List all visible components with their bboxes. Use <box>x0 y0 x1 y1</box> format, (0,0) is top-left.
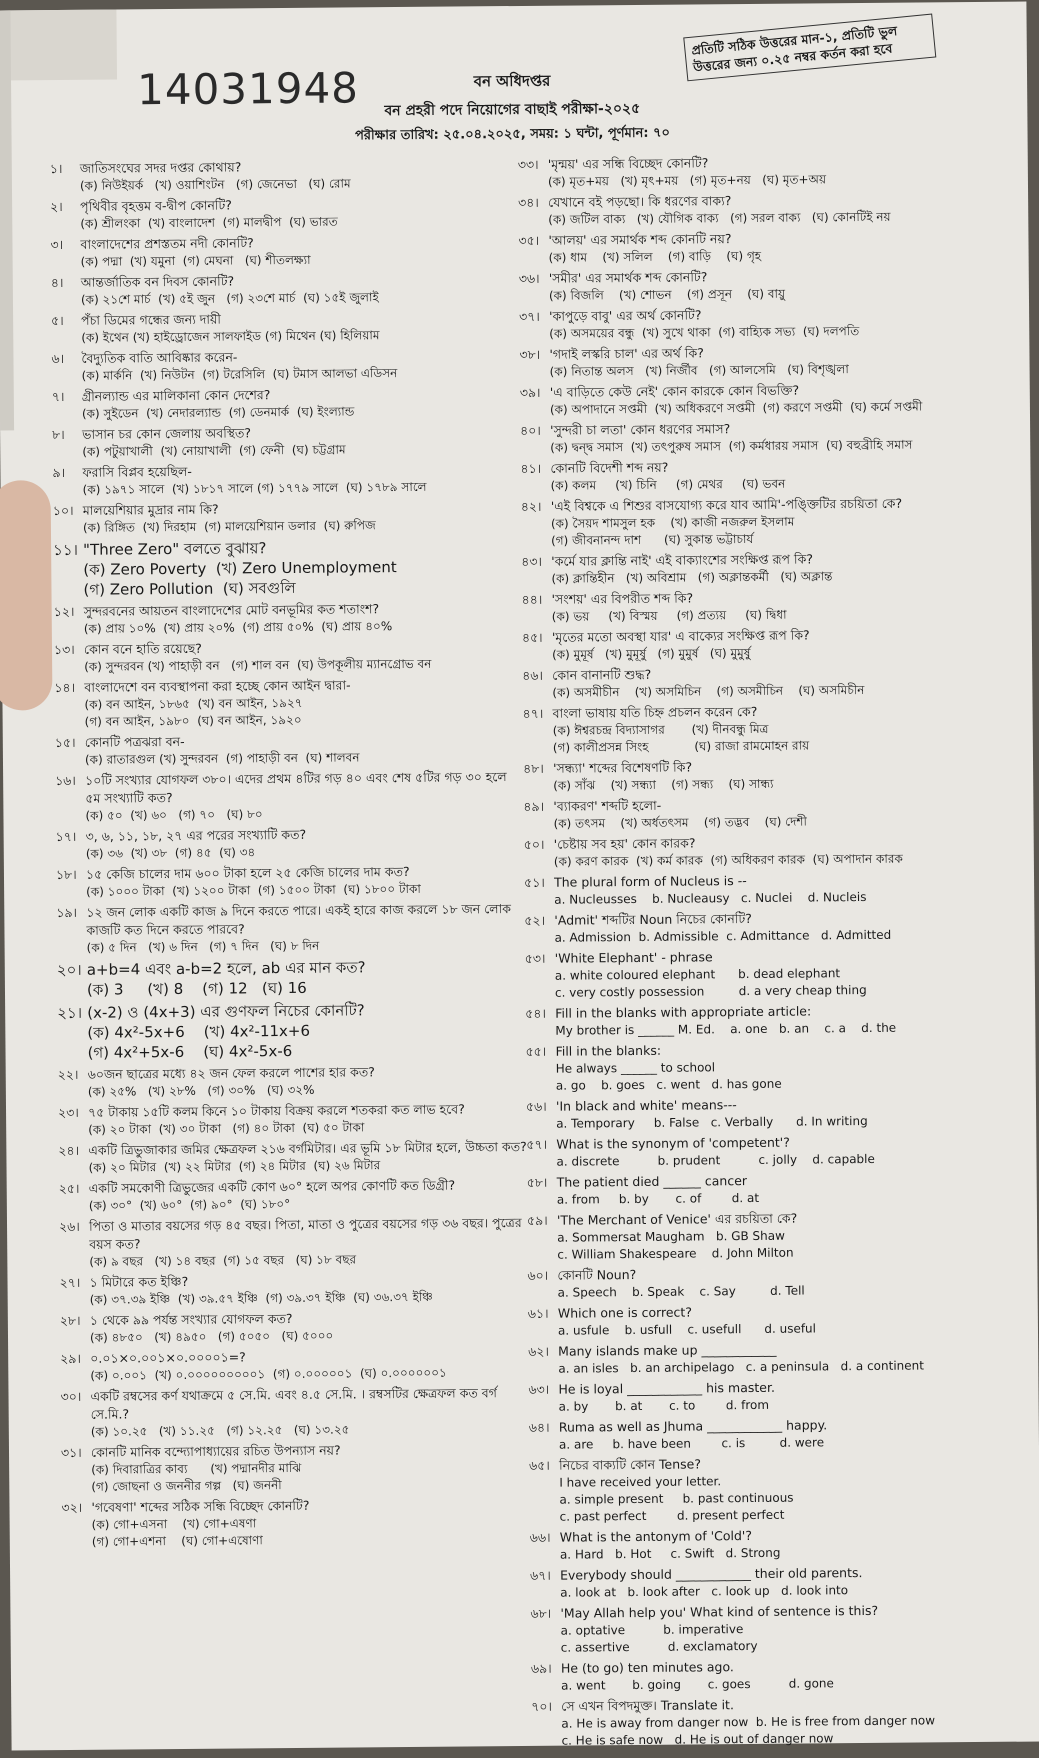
question-options: (ক) ৪৮৫০ (খ) ৪৯৫০ (গ) ৫০৫০ (ঘ) ৫০০০ <box>89 1328 334 1345</box>
question-item <box>529 1415 1034 1454</box>
question-text: 'Admit' শব্দটির Noun নিচের কোনটি? <box>554 910 752 928</box>
question-item <box>56 824 526 863</box>
question-options: (ক) জটিল বাক্য (খ) যৌগিক বাক্য (গ) সরল বাক্য (ঘ) কোনটিই নয় <box>548 209 891 227</box>
question-options: (ক) রিঙ্গিত (খ) দিরহাম (গ) মালয়েশিয়ান ডলার (ঘ) রুপিজ <box>82 518 376 535</box>
question-item <box>523 701 1028 757</box>
question-text: 'সন্ধ্যা' শব্দের বিশেষণটি কি? <box>552 759 693 776</box>
question-number: ৪০। <box>520 422 541 438</box>
question-item <box>520 380 1025 419</box>
question-item <box>530 1563 1035 1602</box>
question-number: ২৮। <box>59 1312 81 1329</box>
question-number: ২৬। <box>58 1218 80 1235</box>
question-number: ২৫। <box>58 1180 80 1197</box>
question-text: ফরাসি বিপ্লব হয়েছিল- <box>82 463 192 480</box>
question-options: (ক) অসময়ের বন্ধু (খ) সুখে থাকা (গ) বাহ্যিক সভ্য (ঘ) দলপতি <box>549 324 860 341</box>
question-number: ৪৬। <box>522 667 544 683</box>
question-text: জাতিসংঘের সদর দপ্তর কোথায়? <box>79 159 242 176</box>
question-options: (ক) পদ্মা (খ) যমুনা (গ) মেঘনা (ঘ) শীতলক্ষ্যা <box>80 252 311 269</box>
question-line <box>56 900 526 940</box>
question-text: ভাসান চর কোন জেলায় অবস্থিত? <box>82 425 252 442</box>
question-options: (ক) গো+এসনা (খ) গো+এষণা (গ) গো+এশনা (ঘ) গো+এষোণা <box>91 1516 263 1549</box>
question-text: 'সুন্দরী চা লতা' কোন ধরণের সমাস? <box>550 421 731 438</box>
question-number: ৩৩। <box>517 156 539 172</box>
question-number: ১৮। <box>55 866 77 883</box>
question-line <box>57 956 527 980</box>
question-line <box>53 536 523 560</box>
question-options: (ক) প্রায় ১০% (খ) প্রায় ২০% (গ) প্রায় ৫০% (ঘ) প্রায় ৪০% <box>83 619 393 636</box>
question-item <box>519 266 1024 305</box>
question-options: (ক) মুমূর্ষ (খ) মুমূর্ষু (গ) মুমুর্ষ (ঘ) মুমুর্ষু <box>552 645 751 662</box>
question-options: a. optative b. imperative c. assertive d. exclamatory <box>560 1622 758 1655</box>
question-item <box>55 768 525 825</box>
question-item <box>528 1301 1033 1340</box>
question-number: ১৩। <box>53 641 75 658</box>
question-item <box>53 536 524 600</box>
question-number: ৪৯। <box>523 798 545 814</box>
question-item <box>59 1214 529 1271</box>
question-options: (ক) সুন্দরবন (খ) পাহাড়ী বন (গ) শাল বন (ঘ) উপকূলীয় ম্যানগ্রোভ বন <box>84 656 432 674</box>
question-number: ৪। <box>50 274 64 291</box>
right-question-column <box>518 152 1037 1753</box>
question-item <box>523 794 1028 833</box>
question-text: Which one is correct? <box>557 1304 693 1321</box>
question-options: a. discrete b. prudent c. jolly d. capable <box>556 1151 875 1169</box>
question-options: a. Sommersat Maugham b. GB Shaw c. William Shakespeare d. John Milton <box>557 1228 794 1262</box>
question-text: একটি ত্রিভুজাকার জমির ক্ষেত্রফল ২১৬ বর্গমিটার। এর ভূমি ১৮ মিটার হলে, উচ্চতা কত? <box>88 1138 527 1158</box>
question-text: 'সমীর' এর সমার্থক শব্দ কোনটি? <box>548 269 708 286</box>
question-options: (ক) দ্বন্দ্ব সমাস (খ) তৎপুরুষ সমাস (গ) কর্মধারয় সমাস (ঘ) বহুব্রীহি সমাস <box>550 437 913 455</box>
question-item <box>526 1094 1031 1133</box>
question-options: (ক) Zero Poverty (খ) Zero Unemployment (গ) Zero Pollution (ঘ) সবগুলি <box>83 558 397 599</box>
question-item <box>52 384 522 423</box>
question-text: 'এই বিশ্বকে এ শিশুর বাসযোগ্য করে যাব আমি'-পঙ্ক্তিটির রচয়িতা কে? <box>550 495 903 514</box>
question-item <box>51 308 521 347</box>
question-text: What is the synonym of 'competent'? <box>556 1134 790 1152</box>
question-item <box>522 663 1027 702</box>
underlying-sheet <box>0 9 117 80</box>
question-number: ৪৭। <box>522 705 544 721</box>
question-line <box>59 1214 529 1254</box>
exam-info: পরীক্ষার তারিখ: ২৫.০৪.২০২৫, সময়: ১ ঘন্টা, পূর্ণমান: ৭০ <box>354 125 671 144</box>
question-text: 'এ বাড়িতে কেউ নেই' কোন কারকে কোন বিভক্তি? <box>549 382 800 400</box>
question-item <box>56 900 526 957</box>
question-number: ৫৫। <box>525 1043 547 1059</box>
question-text: "Three Zero" বলতে বুঝায়? <box>83 539 267 559</box>
question-item <box>61 1495 531 1551</box>
question-options: (ক) ২৫% (খ) ২৮% (গ) ৩০% (ঘ) ৩২% <box>87 1082 315 1099</box>
question-options: (ক) শ্রীলংকা (খ) বাংলাদেশ (গ) মালদ্বীপ (ঘ) ভারত <box>80 214 338 231</box>
question-item <box>52 422 522 461</box>
question-item <box>60 1384 530 1441</box>
question-options: (ক) 4x²-5x+6 (খ) 4x²-11x+6 (গ) 4x²+5x-6 (ঘ) 4x²-5x-6 <box>87 1021 311 1062</box>
question-item <box>518 190 1023 229</box>
question-number: ৪৫। <box>521 629 543 645</box>
question-options: a. an isles b. an archipelago c. a peninsula d. a continent <box>558 1358 925 1376</box>
question-text: Everybody should ____________ their old parents. <box>560 1565 863 1583</box>
question-text: বৈদ্যুতিক বাতি আবিষ্কার করেন- <box>81 349 238 366</box>
question-options: a. Nucleusses b. Nucleausy c. Nuclei d. Nucleis <box>554 889 867 907</box>
question-item <box>526 1132 1031 1171</box>
question-options: a. Admission b. Admissible c. Admittance d. Admitted <box>554 927 892 945</box>
question-item <box>61 1440 531 1496</box>
question-options: (ক) নিতান্ত অলস (খ) নির্জীব (গ) আলসেমি (ঘ) বিশৃঙ্খলা <box>549 362 849 379</box>
question-number: ৬৯। <box>530 1660 552 1676</box>
question-number: ৬০। <box>527 1267 549 1283</box>
question-item <box>527 1263 1032 1302</box>
question-text: 'May Allah help you' What kind of sentence is this? <box>560 1602 879 1621</box>
question-text: যেখানে বই পড়ছো। কি ধরণের বাক্য? <box>548 193 732 210</box>
question-text: সুন্দরবনের আয়তন বাংলাদেশের মোট বনভূমির কত শতাংশ? <box>83 601 380 619</box>
question-item <box>522 625 1027 664</box>
question-text: He is loyal ____________ his master. <box>558 1379 775 1397</box>
question-item <box>59 1176 529 1215</box>
question-text: কোনটি মানিক বন্দ্যোপাধ্যায়ের রচিত উপন্যাস নয়? <box>90 1442 341 1460</box>
question-item <box>519 304 1024 343</box>
question-number: ৪২। <box>520 498 542 514</box>
question-number: ৫৯। <box>526 1212 548 1228</box>
question-item <box>55 730 525 769</box>
question-text: পঁচা ডিমের গন্ধের জন্য দায়ী <box>81 311 221 328</box>
question-number: ৬৭। <box>530 1567 551 1583</box>
question-item <box>60 1346 530 1385</box>
question-text: ৭৫ টাকায় ১৫টি কলম কিনে ১০ টাকায় বিক্রয় করলে শতকরা কত লাভ হবে? <box>87 1101 465 1120</box>
question-number: ১০। <box>52 502 74 519</box>
question-text: 'আলয়' এর সমার্থক শব্দ কোনটি নয়? <box>548 231 732 248</box>
question-number: ১। <box>49 160 63 177</box>
question-options: (ক) তৎসম (খ) অর্ধতৎসম (গ) তদ্ভব (ঘ) দেশী <box>553 814 808 831</box>
question-number: ৩। <box>50 236 64 253</box>
question-options: (ক) ১০০০ টাকা (খ) ১২০০ টাকা (গ) ১৫০০ টাকা (ঘ) ১৮০০ টাকা <box>86 881 421 899</box>
question-text: আন্তর্জাতিক বন দিবস কোনটি? <box>80 273 235 290</box>
question-text: ১২ জন লোক একটি কাজ ৯ দিনে করতে পারে। একই হারে কাজ করলে ১৮ জন লোক কাজটি কত দিনে করতে পারবে? <box>86 901 512 938</box>
question-number: ৬। <box>51 350 65 367</box>
question-options: (ক) ক্লান্তিহীন (খ) অবিশ্রাম (গ) অক্লান্তকর্মী (ঘ) অক্লান্ত <box>551 569 833 586</box>
question-number: ৫৮। <box>526 1174 548 1190</box>
question-text: 'কর্মে যার ক্লান্তি নাই' এই বাক্যাংশের সংক্ষিপ্ত রূপ কি? <box>551 551 813 569</box>
question-item <box>518 152 1023 191</box>
question-text: 'চেষ্টায় সব হয়' কোন কারক? <box>553 835 696 852</box>
question-number: ১৫। <box>54 734 76 751</box>
question-number: ১২। <box>53 603 75 620</box>
question-number: ২৪। <box>58 1142 80 1159</box>
question-item <box>51 346 521 385</box>
question-options: (ক) দিবারাত্রির কাব্য (খ) পদ্মানদীর মাঝি (গ) জোছনা ও জননীর গল্প (ঘ) জননী <box>91 1460 302 1494</box>
question-text: 'ব্যাকরণ' শব্দটি হলো- <box>553 797 662 814</box>
question-number: ৬২। <box>528 1343 549 1359</box>
question-number: ৬৮। <box>530 1605 552 1621</box>
question-item <box>60 1308 530 1347</box>
question-item <box>523 756 1028 795</box>
question-text: 'মৃন্ময়' এর সন্ধি বিচ্ছেদ কোনটি? <box>547 155 709 172</box>
question-item <box>530 1601 1035 1657</box>
question-text: বাংলাদেশে বন ব্যবস্থাপনা করা হচ্ছে কোন আইন দ্বারা- <box>84 677 351 695</box>
question-item <box>525 1001 1030 1040</box>
question-number: ৮। <box>52 426 65 443</box>
question-number: ১৬। <box>55 772 76 789</box>
question-item <box>52 460 522 499</box>
question-number: ৩৬। <box>518 270 540 286</box>
question-item <box>525 946 1030 1002</box>
question-number: ১৯। <box>56 904 78 921</box>
question-text: (x-2) ও (4x+3) এর গুণফল নিচের কোনটি? <box>87 1001 365 1022</box>
question-options: (ক) ১০.২৫ (খ) ১১.২৫ (গ) ১২.২৫ (ঘ) ১৩.২৫ <box>90 1422 350 1439</box>
question-item <box>50 194 520 233</box>
question-number: ২০। <box>56 960 82 980</box>
question-text: কোনটি পত্রঝরা বন- <box>84 733 185 750</box>
question-number: ৩০। <box>60 1388 82 1405</box>
question-number: ৩৮। <box>519 346 541 362</box>
question-number: ৬৪। <box>528 1419 550 1435</box>
question-text: ১০টি সংখ্যার যোগফল ৩৮০। এদের প্রথম ৪টির গড় ৪০ এবং শেষ ৫টির গড় ৩০ হলে ৫ম সংখ্যাটি কত? <box>85 769 507 806</box>
question-text: a+b=4 এবং a-b=2 হলে, ab এর মান কত? <box>86 958 366 979</box>
question-text: বাংলা ভাষায় যতি চিহ্ন প্রচলন করেন কে? <box>552 703 758 721</box>
question-options: (ক) 3 (খ) 8 (গ) 12 (ঘ) 16 <box>86 978 307 999</box>
question-options: (ক) ৫ দিন (খ) ৬ দিন (গ) ৭ দিন (ঘ) ৮ দিন <box>86 938 320 955</box>
question-text: 'গবেষণা' শব্দের সঠিক সন্ধি বিচ্ছেদ কোনটি? <box>91 1497 310 1515</box>
question-item <box>50 156 520 195</box>
question-text: একটি সমকোণী ত্রিভুজের একটি কোণ ৬০° হলে অপর কোণটি কত ডিগ্রী? <box>88 1177 456 1196</box>
question-item <box>56 862 526 901</box>
question-options: He always ______ to school a. go b. goes c. went d. has gone <box>555 1060 782 1093</box>
question-number: ৩৪। <box>518 194 539 210</box>
question-item <box>58 1062 528 1101</box>
question-text: কোনটি Noun? <box>557 1266 637 1283</box>
question-number: ৭। <box>51 388 65 405</box>
question-item <box>521 549 1026 588</box>
org-title: বন অধিদপ্তর <box>473 71 551 91</box>
question-text: Fill in the blanks with appropriate article: <box>555 1003 812 1021</box>
question-item <box>527 1170 1032 1209</box>
question-item <box>54 599 524 638</box>
question-options: a. Temporary b. False c. Verbally d. In writing <box>556 1113 868 1131</box>
question-number: ৫৬। <box>525 1098 547 1114</box>
question-number: ২২। <box>57 1066 79 1083</box>
question-item <box>54 675 524 731</box>
question-number: ৪৮। <box>522 760 544 776</box>
question-item <box>50 232 520 271</box>
question-text: ৩, ৬, ১১, ১৮, ২৭ এর পরের সংখ্যাটি কত? <box>85 826 307 844</box>
question-options: a. usfule b. usfull c. usefull d. useful <box>557 1321 817 1338</box>
question-item <box>57 956 527 1000</box>
question-options: (ক) ইথেন (খ) হাইড্রোজেন সালফাইড (গ) মিথেন (ঘ) হিলিয়াম <box>81 328 380 345</box>
question-text: পৃথিবীর বৃহত্তম ব-দ্বীপ কোনটি? <box>80 197 232 214</box>
question-text: ১ মিটারে কত ইঞ্চি? <box>89 1273 189 1290</box>
question-options: a. went b. going c. goes d. gone <box>561 1676 834 1693</box>
question-text: 'কাপুড়ে বাবু' এর অর্থ কোনটি? <box>549 307 702 324</box>
question-number: ২৯। <box>60 1350 81 1367</box>
question-options: (ক) বন আইন, ১৮৬৫ (খ) বন আইন, ১৯২৭ (গ) বন আইন, ১৯৮০ (ঘ) বন আইন, ১৯২০ <box>84 695 303 729</box>
question-text: He (to go) ten minutes ago. <box>560 1659 734 1676</box>
question-text: ১৫ কেজি চালের দাম ৬০০ টাকা হলে ২৫ কেজি চালের দাম কত? <box>85 863 410 882</box>
question-number: ১৭। <box>55 828 77 845</box>
question-text: পিতা ও মাতার বয়সের গড় ৪৫ বছর। পিতা, মাতা ও পুত্রের বয়সের গড় ৩৬ বছর। পুত্রের বয়স কত? <box>88 1214 522 1252</box>
question-options: My brother is ______ M. Ed. a. one b. an c. a d. the <box>555 1020 897 1038</box>
question-text: ৬০জন ছাত্রের মধ্যে ৪২ জন ফেল করলে পাশের হার কত? <box>87 1064 375 1082</box>
question-text: ১ থেকে ৯৯ পর্যন্ত সংখ্যার যোগফল কত? <box>89 1310 293 1328</box>
question-number: ৫৭। <box>526 1136 548 1152</box>
question-options: (ক) ভয় (খ) বিস্ময় (গ) প্রত্যয় (ঘ) দ্বিধা <box>551 607 787 624</box>
question-item <box>51 270 521 309</box>
exam-header <box>0 66 1028 144</box>
question-number: ৫। <box>51 312 64 329</box>
question-number: ৪৪। <box>521 591 543 607</box>
question-options: (ক) অপাদানে সপ্তমী (খ) অধিকরণে সপ্তমী (গ) করণে সপ্তমী (ঘ) কর্মে সপ্তমী <box>549 399 923 417</box>
question-text: কোন বনে হাতি রয়েছে? <box>83 640 202 657</box>
question-item <box>53 498 523 537</box>
question-item <box>527 1208 1032 1264</box>
question-item <box>521 494 1026 550</box>
question-text: The patient died ______ cancer <box>556 1173 748 1190</box>
question-options: a. Hard b. Hot c. Swift d. Strong <box>559 1545 781 1562</box>
question-options: (ক) ধাম (খ) সলিল (গ) বাড়ি (ঘ) গৃহ <box>548 248 762 265</box>
question-options: (ক) ৫০ (খ) ৬০ (গ) ৭০ (ঘ) ৮০ <box>85 807 263 823</box>
question-options: I have received your letter. a. simple present b. past continuous c. past perfect d. present perfect <box>559 1474 794 1524</box>
question-text: কোন বানানটি শুদ্ধ? <box>552 666 652 683</box>
question-text: 'সংশয়' এর বিপরীত শব্দ কি? <box>551 590 694 607</box>
question-item <box>528 1339 1033 1378</box>
question-item <box>525 1039 1030 1095</box>
exam-title: বন প্রহরী পদে নিয়োগের বাছাই পরীক্ষা-২০২৫ <box>384 100 641 120</box>
question-number: ৩৫। <box>518 232 540 248</box>
question-options: a. Speech b. Speak c. Say d. Tell <box>557 1283 805 1300</box>
question-number: ৩৭। <box>519 308 540 324</box>
question-number: ৬৩। <box>528 1381 550 1397</box>
question-text: মালয়েশিয়ার মুদ্রার নাম কি? <box>82 501 219 518</box>
question-options: (ক) ৩৭.৩৯ ইঞ্চি (খ) ৩৯.৫৭ ইঞ্চি (গ) ৩৯.৩৭ ইঞ্চি (ঘ) ৩৬.৩৭ ইঞ্চি <box>89 1289 433 1307</box>
question-options: (ক) নিউইয়র্ক (খ) ওয়াশিংটন (গ) জেনেভা (ঘ) রোম <box>79 176 351 193</box>
question-number: ৬৫। <box>529 1457 550 1473</box>
question-text: 'In black and white' means--- <box>555 1097 737 1114</box>
question-number: ৫০। <box>523 836 545 852</box>
question-options: a. He is away from danger now b. He is free from danger now c. He is safe now d. He is out of danger now <box>561 1713 936 1748</box>
question-number: ৩৯। <box>519 384 541 400</box>
question-line <box>57 999 527 1023</box>
question-item <box>531 1694 1036 1750</box>
question-options: a. from b. by c. of d. at <box>556 1190 760 1207</box>
roll-number: 14031948 <box>136 63 360 115</box>
question-item <box>519 342 1024 381</box>
question-options: (ক) ৩০° (খ) ৬০° (গ) ৯০° (ঘ) ১৮০° <box>88 1197 291 1213</box>
question-text: Fill in the blanks: <box>555 1042 662 1059</box>
question-options: a. are b. have been c. is d. were <box>558 1435 825 1452</box>
question-text: 'মৃতের মতো অবস্থা যার' এ বাক্যের সংক্ষিপ্ত রূপ কি? <box>551 627 810 645</box>
question-options: (ক) সাঁঝ (খ) সন্ধ্যা (গ) সন্ধ্য (ঘ) সান্ধ্য <box>553 776 774 793</box>
question-item <box>528 1377 1033 1416</box>
question-item <box>520 456 1025 495</box>
question-item <box>520 418 1025 457</box>
exam-paper <box>0 2 1039 1751</box>
question-text: What is the antonym of 'Cold'? <box>559 1527 753 1545</box>
question-options: (ক) পটুয়াখালী (খ) নোয়াখালী (গ) ফেনী (ঘ) চট্টগ্রাম <box>82 442 346 459</box>
question-number: ৪১। <box>520 460 542 476</box>
question-line <box>55 768 525 808</box>
question-line <box>60 1384 530 1424</box>
question-item <box>522 587 1027 626</box>
question-number: ১১। <box>53 540 79 560</box>
question-item <box>58 1100 528 1139</box>
question-options: (ক) মার্কনি (খ) নিউটন (গ) টরেসিলি (ঘ) টমাস আলভা এডিসন <box>81 366 398 383</box>
question-options: (ক) ঈশ্বরচন্দ্র বিদ্যাসাগর (খ) দীনবন্ধু মিত্র (গ) কালীপ্রসন্ন সিংহ (ঘ) রাজা রামমোহন রায় <box>552 721 810 755</box>
question-options: (ক) ০.০০১ (খ) ০.০০০০০০০০০১ (গ) ০.০০০০০১ (ঘ) ০.০০০০০০১ <box>90 1365 447 1383</box>
question-number: ৩২। <box>61 1499 83 1516</box>
question-item <box>57 999 528 1063</box>
question-text: একটি রম্বসের কর্ণ যথাক্রমে ৫ সে.মি. এবং ৪.৫ সে.মি. । রম্বসটির ক্ষেত্রফল কত বর্গ সে.মি.? <box>90 1385 497 1422</box>
question-text: নিচের বাক্যটি কোন Tense? <box>559 1456 702 1473</box>
question-options: (ক) মৃত+ময় (খ) মৃৎ+ময় (গ) মৃত+নয় (ঘ) মৃত+অয় <box>547 172 827 189</box>
question-number: ২৭। <box>59 1274 81 1291</box>
question-number: ২৩। <box>57 1104 79 1121</box>
question-item <box>524 832 1029 871</box>
question-options: (ক) অসমীচীন (খ) অসমিচিন (গ) অসমীচিন (ঘ) অসমিচীন <box>552 682 865 700</box>
question-item <box>524 908 1029 947</box>
question-number: ৫৪। <box>525 1005 546 1021</box>
question-number: ৫৩। <box>524 950 546 966</box>
question-item <box>531 1656 1036 1695</box>
question-options: (ক) ২০ মিটার (খ) ২২ মিটার (গ) ২৪ মিটার (ঘ) ২৬ মিটার <box>88 1158 381 1175</box>
question-number: ৬১। <box>527 1305 549 1321</box>
question-text: গ্রীনল্যান্ড এর মালিকানা কোন দেশের? <box>81 387 271 404</box>
question-options: (ক) সুইডেন (খ) নেদারল্যান্ড (গ) ডেনমার্ক (ঘ) ইংল্যান্ড <box>81 404 355 421</box>
question-options: a. white coloured elephant b. dead elephant c. very costly possession d. a very cheap thing <box>554 966 867 1000</box>
question-options: a. by b. at c. to d. from <box>558 1397 770 1414</box>
question-options: (ক) করণ কারক (খ) কর্ম কারক (গ) অধিকরণ কারক (ঘ) অপাদান কারক <box>553 851 903 869</box>
question-item <box>530 1525 1035 1564</box>
question-text: The plural form of Nucleus is -- <box>553 873 747 890</box>
marking-notice: প্রতিটি সঠিক উত্তরের মান-১, প্রতিটি ভুল উত্তরের জন্য ০.২৫ নম্বর কর্তন করা হবে <box>683 14 936 82</box>
question-text: 'গদাই লস্করি চাল' এর অর্থ কি? <box>549 345 704 362</box>
question-text: বাংলাদেশের প্রশস্ততম নদী কোনটি? <box>80 235 254 252</box>
question-options: (ক) রাতারগুল (খ) সুন্দরবন (গ) পাহাড়ী বন (ঘ) শালবন <box>84 750 360 767</box>
question-item <box>54 637 524 676</box>
question-text: সে এখন বিপদমুক্ত। Translate it. <box>561 1697 734 1714</box>
question-text: Ruma as well as Jhuma ____________ happy. <box>558 1417 828 1435</box>
question-number: ৩১। <box>60 1444 82 1461</box>
question-number: ২১। <box>57 1003 83 1023</box>
question-options: (ক) বিজলি (খ) শোভন (গ) প্রসূন (ঘ) বায়ু <box>548 286 786 303</box>
question-number: ৫২। <box>524 912 546 928</box>
question-text: কোনটি বিদেশী শব্দ নয়? <box>550 459 669 476</box>
question-options: (ক) কলম (খ) চিনি (গ) মেথর (ঘ) ভবন <box>550 476 786 493</box>
left-question-column <box>50 156 532 1554</box>
question-text: 'White Elephant' - phrase <box>554 949 713 966</box>
question-item <box>518 228 1023 267</box>
question-options: (ক) ১৯৭১ সালে (খ) ১৮১৭ সালে (গ) ১৭৭৯ সালে (ঘ) ১৭৮৯ সালে <box>82 479 427 497</box>
question-number: ৫১। <box>523 874 545 890</box>
question-item <box>524 870 1029 909</box>
question-options: (ক) ২১শে মার্চ (খ) ৫ই জুন (গ) ২৩শে মার্চ (ঘ) ১৫ই জুলাই <box>80 290 379 307</box>
question-text: ০.০১×০.০০১×০.০০০০১=? <box>90 1349 246 1366</box>
question-number: ৬৬। <box>529 1529 551 1545</box>
thumb-holding-paper <box>0 480 53 711</box>
question-number: ৪৩। <box>521 553 543 569</box>
question-item <box>529 1453 1035 1526</box>
question-options: (ক) ২০ টাকা (খ) ৩০ টাকা (গ) ৪০ টাকা (ঘ) ৫০ টাকা <box>88 1120 365 1137</box>
question-number: ৭০। <box>531 1698 553 1714</box>
question-number: ১৪। <box>54 679 76 696</box>
question-options: a. look at b. look after c. look up d. look into <box>560 1583 849 1600</box>
question-number: ২। <box>50 198 63 215</box>
question-options: (ক) ৩৬ (খ) ৩৮ (গ) ৪৫ (ঘ) ৩৪ <box>85 845 256 861</box>
question-text: Many islands make up ____________ <box>558 1341 777 1359</box>
question-item <box>58 1138 528 1177</box>
question-number: ৯। <box>52 464 66 481</box>
question-text: 'The Merchant of Venice' এর রচয়িতা কে? <box>556 1210 798 1228</box>
question-options: (ক) ৯ বছর (খ) ১৪ বছর (গ) ১৫ বছর (ঘ) ১৮ বছর <box>89 1252 357 1269</box>
question-item <box>59 1270 529 1309</box>
question-options: (ক) সৈয়দ শামসুল হক (খ) কাজী নজরুল ইসলাম (গ) জীবনানন্দ দাশ (ঘ) সুকান্ত ভট্টাচার্য <box>550 514 795 548</box>
